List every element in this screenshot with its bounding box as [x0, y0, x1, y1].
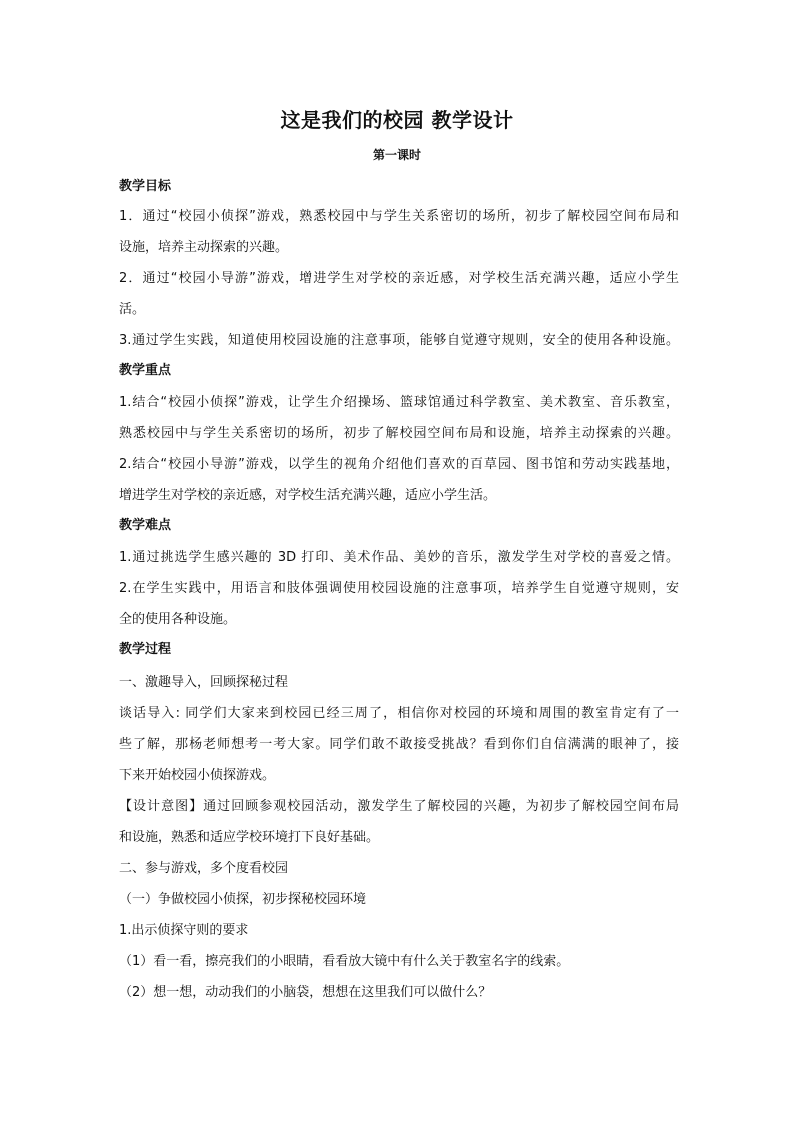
subsection-heading: 一、激趣导入，回顾探秘过程	[119, 675, 289, 690]
paragraph-line: 2.在学生实践中，用语言和肢体强调使用校园设施的注意事项，培养学生自觉遵守规则，安	[119, 581, 679, 596]
paragraph-line: 和设施，熟悉和适应学校环境打下良好基础。	[119, 830, 380, 845]
subsection-heading: 二、参与游戏，多个度看校园	[119, 861, 289, 876]
section-heading-key-points: 教学重点	[119, 363, 172, 378]
paragraph-line: 设施，培养主动探索的兴趣。	[119, 240, 289, 255]
paragraph-line: 谈话导入: 同学们大家来到校园已经三周了，相信你对校园的环境和周围的教室肯定有了一	[119, 706, 679, 721]
paragraph-line: （1）看一看，擦亮我们的小眼睛，看看放大镜中有什么关于教室名字的线索。	[119, 954, 570, 969]
paragraph-line: 【设计意图】通过回顾参观校园活动，激发学生了解校园的兴趣，为初步了解校园空间布局	[119, 799, 679, 814]
paragraph-line: 1．通过“校园小侦探”游戏，熟悉校园中与学生关系密切的场所，初步了解校园空间布局和	[119, 209, 679, 224]
section-heading-difficulties: 教学难点	[119, 518, 172, 533]
paragraph-line: 些了解，那杨老师想考一考大家。同学们敢不敢接受挑战？看到你们自信满满的眼神了，接	[119, 737, 679, 752]
paragraph-line: 2．通过“校园小导游”游戏，增进学生对学校的亲近感，对学校生活充满兴趣，适应小学生	[119, 271, 679, 286]
document-subtitle: 第一课时	[372, 148, 421, 162]
paragraph-line: 全的使用各种设施。	[119, 612, 237, 627]
section-heading-objectives: 教学目标	[119, 179, 172, 194]
section-heading-process: 教学过程	[119, 642, 172, 657]
paragraph-line: 增进学生对学校的亲近感，对学校生活充满兴趣，适应小学生活。	[119, 488, 497, 503]
paragraph-line: 1.结合“校园小侦探”游戏，让学生介绍操场、篮球馆通过科学教室、美术教室、音乐教室，	[119, 395, 679, 410]
paragraph-line: （2）想一想，动动我们的小脑袋，想想在这里我们可以做什么？	[119, 985, 492, 1000]
paragraph-line: 3.通过学生实践，知道使用校园设施的注意事项，能够自觉遵守规则，安全的使用各种设施。	[119, 333, 679, 348]
paragraph-line: 2.结合“校园小导游”游戏，以学生的视角介绍他们喜欢的百草园、图书馆和劳动实践基地，	[119, 457, 679, 472]
document-title: 这是我们的校园 教学设计	[280, 108, 514, 132]
paragraph-line: 1.通过挑选学生感兴趣的 3D 打印、美术作品、美妙的音乐，激发学生对学校的喜爱之情。	[119, 550, 679, 565]
paragraph-line: 下来开始校园小侦探游戏。	[119, 768, 276, 783]
paragraph-line: 1.出示侦探守则的要求	[119, 923, 249, 938]
paragraph-line: 活。	[119, 302, 146, 317]
paragraph-line: 熟悉校园中与学生关系密切的场所，初步了解校园空间布局和设施，培养主动探索的兴趣。	[119, 426, 679, 441]
subsection-heading: （一）争做校园小侦探，初步探秘校园环境	[119, 892, 367, 907]
